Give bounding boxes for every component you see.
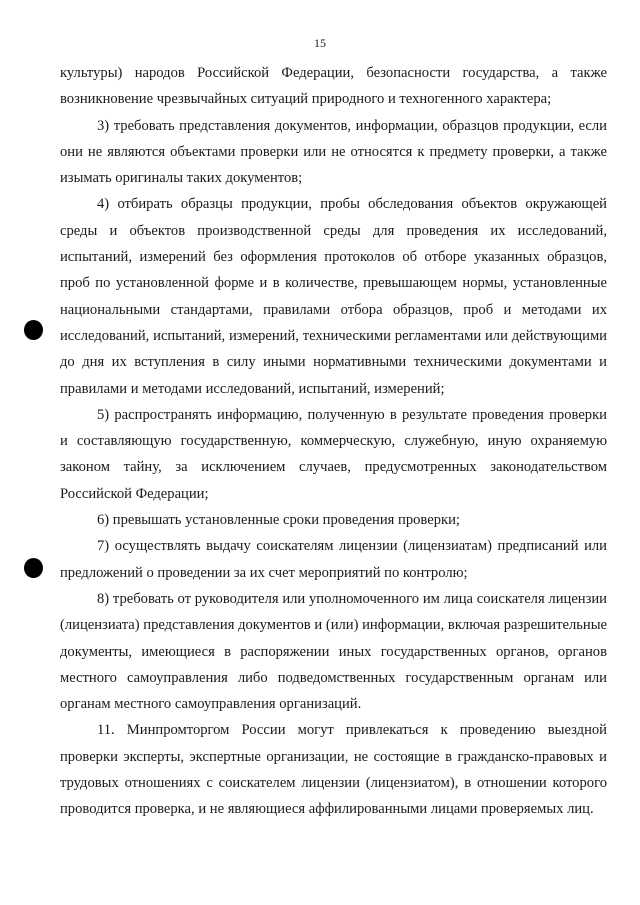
punch-hole-mark bbox=[24, 320, 43, 340]
paragraph-item-5: 5) распространять информацию, полученную в результате проведения проверки и составляющую государственную, коммерческую, служебную, иную охраняемую законом тайну, за исключением случаев, предусмотренных законодательством Российской Федерации; bbox=[60, 406, 607, 502]
paragraph-item-3: 3) требовать представления документов, информации, образцов продукции, если они не являются объектами проверки или не относятся к предмету проверки, а также изымать оригиналы таких документов; bbox=[60, 117, 607, 187]
paragraph-continuation: культуры) народов Российской Федерации, безопасности государства, а также возникновение чрезвычайных ситуаций природного и техногенного характера; bbox=[60, 65, 607, 108]
paragraph-item-4: 4) отбирать образцы продукции, пробы обследования объектов окружающей среды и объектов производственной среды для проведения их исследований, испытаний, измерений без оформления протоколов об отборе указанных образцов, проб по установленной форме и в количестве, превышающем нормы, установленные национальными стандартами, правилами отбора образцов, проб и методами их исследований, испытаний, измерений, техническими регламентами или действующими до дня их вступления в силу иными нормативными техническими документами и правилами и методами исследований, испытаний, измерений; bbox=[60, 196, 607, 397]
paragraph-item-8: 8) требовать от руководителя или уполномоченного им лица соискателя лицензии (лицензиата) представления документов и (или) информации, включая разрешительные документы, имеющиеся в распоряжении иных государственных органов, органов местного самоуправления либо подведомственных государственным органам или органам местного самоуправления организаций. bbox=[60, 590, 607, 713]
punch-hole-mark bbox=[24, 558, 43, 578]
page-number: 15 bbox=[314, 36, 326, 50]
document-body bbox=[60, 60, 607, 823]
paragraph-item-6: 6) превышать установленные сроки проведения проверки; bbox=[97, 512, 460, 529]
paragraph-item-7: 7) осуществлять выдачу соискателям лицензии (лицензиатам) предписаний или предложений о проведении за их счет мероприятий по контролю; bbox=[60, 538, 607, 581]
paragraph-section-11: 11. Минпромторгом России могут привлекаться к проведению выездной проверки эксперты, экспертные организации, не состоящие в гражданско-правовых и трудовых отношениях с соискателем лицензии (лицензиатом), в отношении которого проводится проверка, и не являющиеся аффилированными лицами проверяемых лиц. bbox=[60, 722, 607, 818]
